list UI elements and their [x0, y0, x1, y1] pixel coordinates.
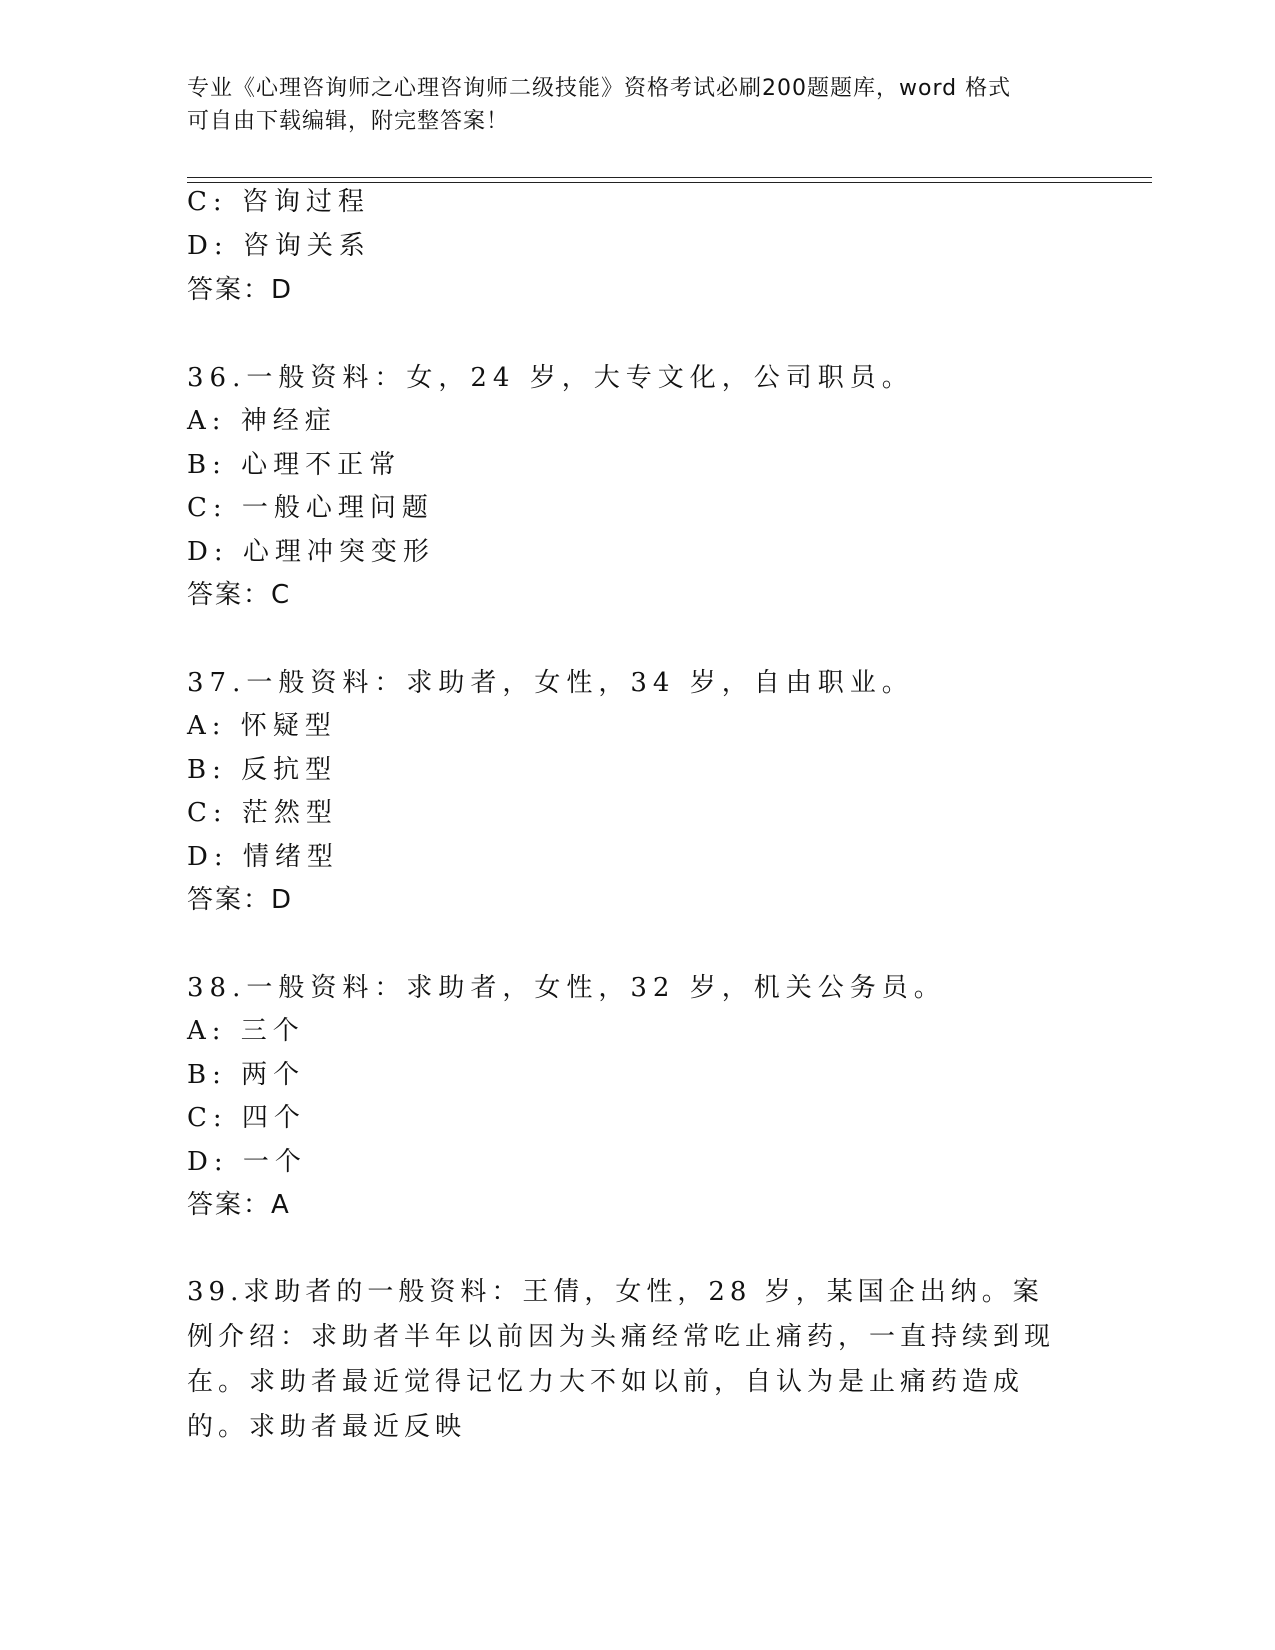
q37-answer: 答案：D — [187, 885, 294, 915]
q37-stem: 37.一般资料：求助者，女性，34 岁，自由职业。 — [187, 668, 914, 698]
prev-option-c: C: 咨询过程 — [187, 187, 370, 217]
q36-answer: 答案：C — [187, 580, 292, 610]
q36-option-b: B: 心理不正常 — [187, 450, 402, 480]
q37-option-a: A: 怀疑型 — [187, 711, 337, 741]
q39-text: 39.求助者的一般资料：王倩，女性，28 岁，某国企出纳。案例介绍：求助者半年以前因为头痛经常吃止痛药，一直持续到现在。求助者最近觉得记忆力大不如以前，自认为是止痛药造成的。求助者最近反映 — [187, 1277, 1056, 1442]
q36-option-d: D: 心理冲突变形 — [187, 537, 435, 567]
q37-option-c: C: 茫然型 — [187, 798, 338, 828]
header-rule-top — [187, 177, 1152, 178]
q38-option-c: C: 四个 — [187, 1103, 306, 1133]
q36-option-c: C: 一般心理问题 — [187, 493, 434, 523]
header-line-1: 专业《心理咨询师之心理咨询师二级技能》资格考试必刷200题题库，word 格式 — [187, 76, 1012, 101]
q38-stem: 38.一般资料：求助者，女性，32 岁，机关公务员。 — [187, 973, 946, 1003]
document-header — [187, 72, 1067, 138]
q38-answer: 答案：A — [187, 1190, 291, 1220]
q37-option-d: D: 情绪型 — [187, 842, 339, 872]
q38-option-d: D: 一个 — [187, 1147, 307, 1177]
header-rule-bottom — [187, 182, 1152, 183]
q38-option-a: A: 三个 — [187, 1016, 305, 1046]
q37-option-b: B: 反抗型 — [187, 755, 338, 785]
q36-option-a: A: 神经症 — [187, 406, 337, 436]
header-line-2: 可自由下载编辑，附完整答案！ — [187, 109, 510, 134]
q36-stem: 36.一般资料：女，24 岁，大专文化，公司职员。 — [187, 363, 914, 393]
q38-option-b: B: 两个 — [187, 1060, 306, 1090]
prev-option-d: D: 咨询关系 — [187, 231, 371, 261]
prev-answer: 答案：D — [187, 275, 294, 305]
